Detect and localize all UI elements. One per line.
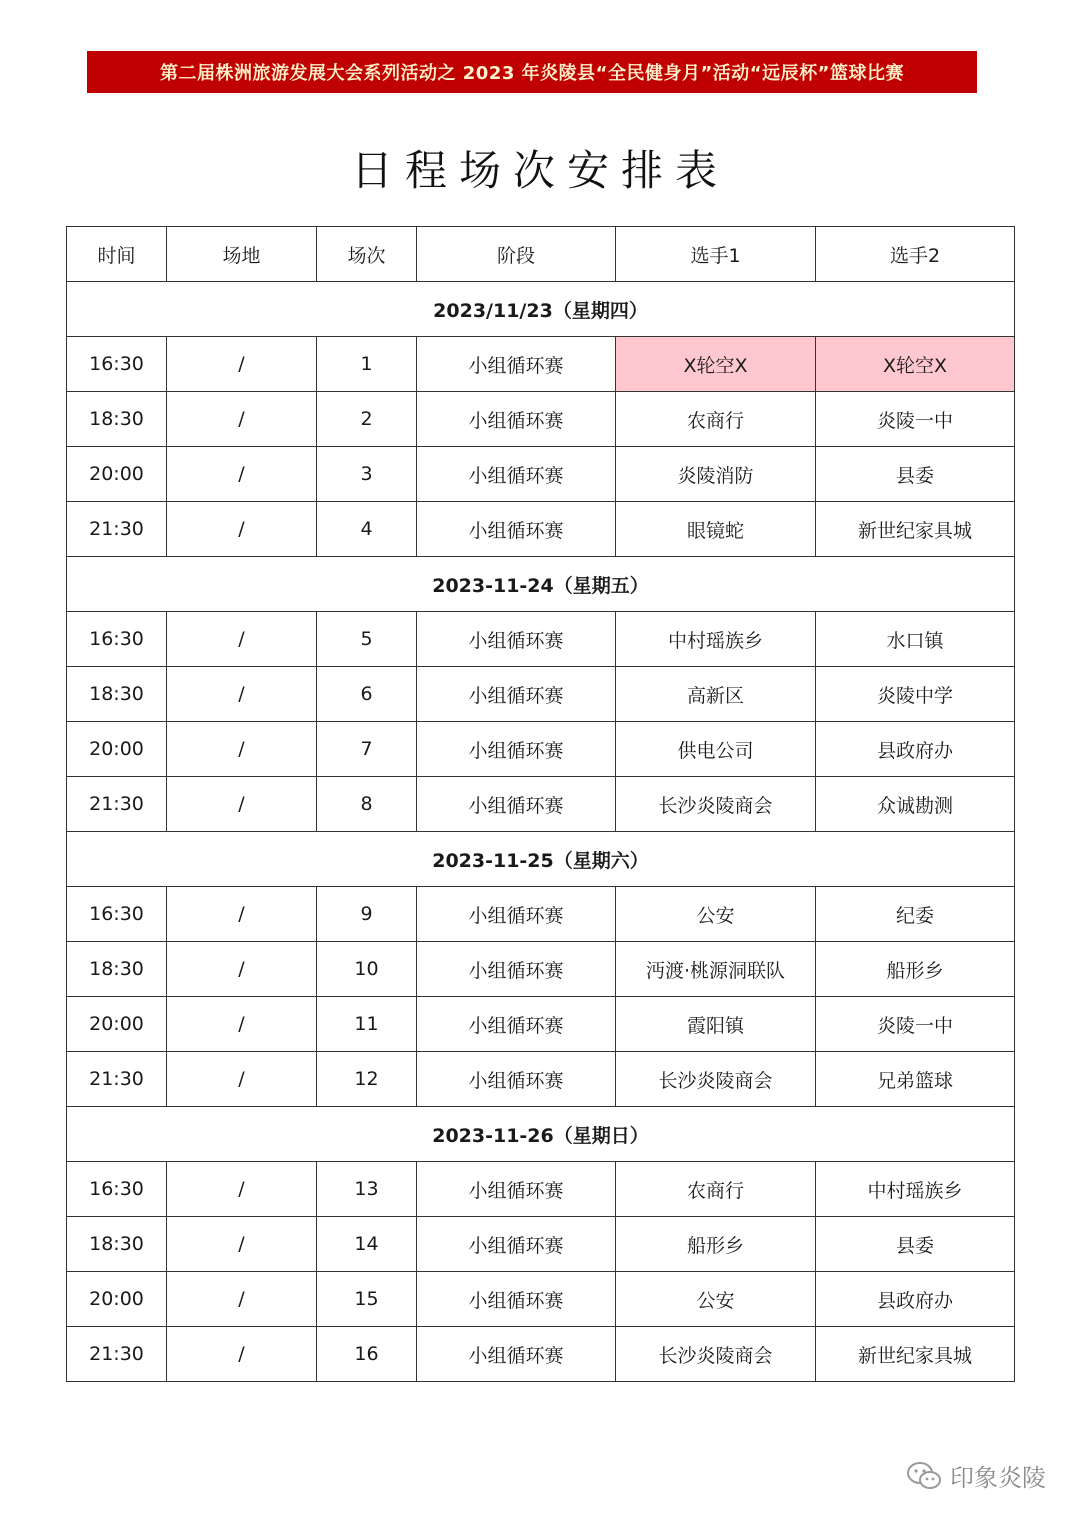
match-team1: 船形乡 xyxy=(616,1217,816,1272)
date-row xyxy=(67,557,1015,612)
match-stage: 小组循环赛 xyxy=(417,997,616,1052)
table-row xyxy=(67,392,1015,447)
match-venue: / xyxy=(167,1052,317,1107)
table-row xyxy=(67,1327,1015,1382)
match-number: 2 xyxy=(317,392,417,447)
match-venue: / xyxy=(167,887,317,942)
match-team2: 炎陵中学 xyxy=(816,667,1015,722)
table-row xyxy=(67,1052,1015,1107)
match-stage: 小组循环赛 xyxy=(417,447,616,502)
match-number: 10 xyxy=(317,942,417,997)
page-title: 日程场次安排表 xyxy=(350,146,729,195)
schedule-table xyxy=(66,226,1015,1382)
table-row xyxy=(67,337,1015,392)
match-number: 4 xyxy=(317,502,417,557)
match-team2: 船形乡 xyxy=(816,942,1015,997)
match-team2: 县政府办 xyxy=(816,722,1015,777)
match-stage: 小组循环赛 xyxy=(417,1327,616,1382)
table-row xyxy=(67,942,1015,997)
match-number: 6 xyxy=(317,667,417,722)
match-venue: / xyxy=(167,1162,317,1217)
date-row xyxy=(67,282,1015,337)
match-team1: 公安 xyxy=(616,887,816,942)
match-team2: 炎陵一中 xyxy=(816,392,1015,447)
table-row xyxy=(67,997,1015,1052)
header-venue: 场地 xyxy=(167,227,317,282)
match-time: 21:30 xyxy=(67,777,167,832)
match-team2: 水口镇 xyxy=(816,612,1015,667)
match-time: 20:00 xyxy=(67,997,167,1052)
match-venue: / xyxy=(167,777,317,832)
match-time: 16:30 xyxy=(67,612,167,667)
match-number: 8 xyxy=(317,777,417,832)
match-number: 9 xyxy=(317,887,417,942)
header-time: 时间 xyxy=(67,227,167,282)
match-stage: 小组循环赛 xyxy=(417,777,616,832)
match-time: 16:30 xyxy=(67,337,167,392)
match-venue: / xyxy=(167,667,317,722)
match-stage: 小组循环赛 xyxy=(417,502,616,557)
match-stage: 小组循环赛 xyxy=(417,942,616,997)
match-number: 13 xyxy=(317,1162,417,1217)
match-venue: / xyxy=(167,942,317,997)
match-time: 20:00 xyxy=(67,722,167,777)
date-cell: 2023-11-24（星期五） xyxy=(67,557,1015,612)
match-time: 21:30 xyxy=(67,1052,167,1107)
table-row xyxy=(67,1217,1015,1272)
event-banner-text: 第二届株洲旅游发展大会系列活动之 2023 年炎陵县“全民健身月”活动“远辰杯”篮球比赛 xyxy=(160,63,904,84)
match-team2: 兄弟篮球 xyxy=(816,1052,1015,1107)
match-number: 15 xyxy=(317,1272,417,1327)
match-stage: 小组循环赛 xyxy=(417,337,616,392)
match-stage: 小组循环赛 xyxy=(417,392,616,447)
match-stage: 小组循环赛 xyxy=(417,1162,616,1217)
match-venue: / xyxy=(167,1272,317,1327)
match-time: 16:30 xyxy=(67,887,167,942)
table-row xyxy=(67,887,1015,942)
match-venue: / xyxy=(167,502,317,557)
date-cell: 2023/11/23（星期四） xyxy=(67,282,1015,337)
match-stage: 小组循环赛 xyxy=(417,1272,616,1327)
match-time: 20:00 xyxy=(67,447,167,502)
match-venue: / xyxy=(167,612,317,667)
match-time: 21:30 xyxy=(67,1327,167,1382)
table-row xyxy=(67,1162,1015,1217)
match-stage: 小组循环赛 xyxy=(417,887,616,942)
header-stage: 阶段 xyxy=(417,227,616,282)
date-cell: 2023-11-25（星期六） xyxy=(67,832,1015,887)
match-stage: 小组循环赛 xyxy=(417,722,616,777)
match-venue: / xyxy=(167,1217,317,1272)
table-row xyxy=(67,722,1015,777)
match-team1: 沔渡·桃源洞联队 xyxy=(616,942,816,997)
match-team2: 炎陵一中 xyxy=(816,997,1015,1052)
match-number: 5 xyxy=(317,612,417,667)
match-team2: 县委 xyxy=(816,447,1015,502)
table-row xyxy=(67,777,1015,832)
match-venue: / xyxy=(167,997,317,1052)
table-row xyxy=(67,447,1015,502)
match-team2: 中村瑶族乡 xyxy=(816,1162,1015,1217)
match-time: 18:30 xyxy=(67,392,167,447)
table-row xyxy=(67,612,1015,667)
header-team1: 选手1 xyxy=(616,227,816,282)
schedule-body xyxy=(67,282,1015,1382)
match-stage: 小组循环赛 xyxy=(417,1217,616,1272)
match-time: 16:30 xyxy=(67,1162,167,1217)
match-number: 14 xyxy=(317,1217,417,1272)
match-number: 3 xyxy=(317,447,417,502)
table-row xyxy=(67,667,1015,722)
match-team2: X轮空X xyxy=(816,337,1015,392)
match-team2: 新世纪家具城 xyxy=(816,502,1015,557)
match-number: 7 xyxy=(317,722,417,777)
match-number: 11 xyxy=(317,997,417,1052)
match-team1: 高新区 xyxy=(616,667,816,722)
watermark xyxy=(906,1458,1046,1493)
date-row xyxy=(67,832,1015,887)
match-team1: 农商行 xyxy=(616,1162,816,1217)
match-team1: 长沙炎陵商会 xyxy=(616,1327,816,1382)
match-time: 20:00 xyxy=(67,1272,167,1327)
header-team2: 选手2 xyxy=(816,227,1015,282)
wechat-icon xyxy=(906,1461,942,1491)
date-cell: 2023-11-26（星期日） xyxy=(67,1107,1015,1162)
match-time: 21:30 xyxy=(67,502,167,557)
header-match-no: 场次 xyxy=(317,227,417,282)
match-number: 16 xyxy=(317,1327,417,1382)
match-time: 18:30 xyxy=(67,1217,167,1272)
match-time: 18:30 xyxy=(67,667,167,722)
match-team1: 中村瑶族乡 xyxy=(616,612,816,667)
match-team1: 长沙炎陵商会 xyxy=(616,1052,816,1107)
match-venue: / xyxy=(167,392,317,447)
event-banner xyxy=(87,51,977,93)
match-number: 1 xyxy=(317,337,417,392)
match-venue: / xyxy=(167,1327,317,1382)
match-stage: 小组循环赛 xyxy=(417,667,616,722)
match-team1: 农商行 xyxy=(616,392,816,447)
match-time: 18:30 xyxy=(67,942,167,997)
watermark-text: 印象炎陵 xyxy=(950,1464,1046,1492)
match-team2: 新世纪家具城 xyxy=(816,1327,1015,1382)
match-team2: 纪委 xyxy=(816,887,1015,942)
match-number: 12 xyxy=(317,1052,417,1107)
match-team2: 众诚勘测 xyxy=(816,777,1015,832)
match-venue: / xyxy=(167,337,317,392)
match-team1: 炎陵消防 xyxy=(616,447,816,502)
match-team1: 供电公司 xyxy=(616,722,816,777)
table-header-row xyxy=(67,227,1015,282)
match-venue: / xyxy=(167,722,317,777)
match-team1: 眼镜蛇 xyxy=(616,502,816,557)
match-stage: 小组循环赛 xyxy=(417,612,616,667)
match-team1: 公安 xyxy=(616,1272,816,1327)
match-team1: 霞阳镇 xyxy=(616,997,816,1052)
match-stage: 小组循环赛 xyxy=(417,1052,616,1107)
match-team2: 县政府办 xyxy=(816,1272,1015,1327)
date-row xyxy=(67,1107,1015,1162)
table-row xyxy=(67,1272,1015,1327)
table-row xyxy=(67,502,1015,557)
match-team1: 长沙炎陵商会 xyxy=(616,777,816,832)
match-venue: / xyxy=(167,447,317,502)
match-team2: 县委 xyxy=(816,1217,1015,1272)
match-team1: X轮空X xyxy=(616,337,816,392)
